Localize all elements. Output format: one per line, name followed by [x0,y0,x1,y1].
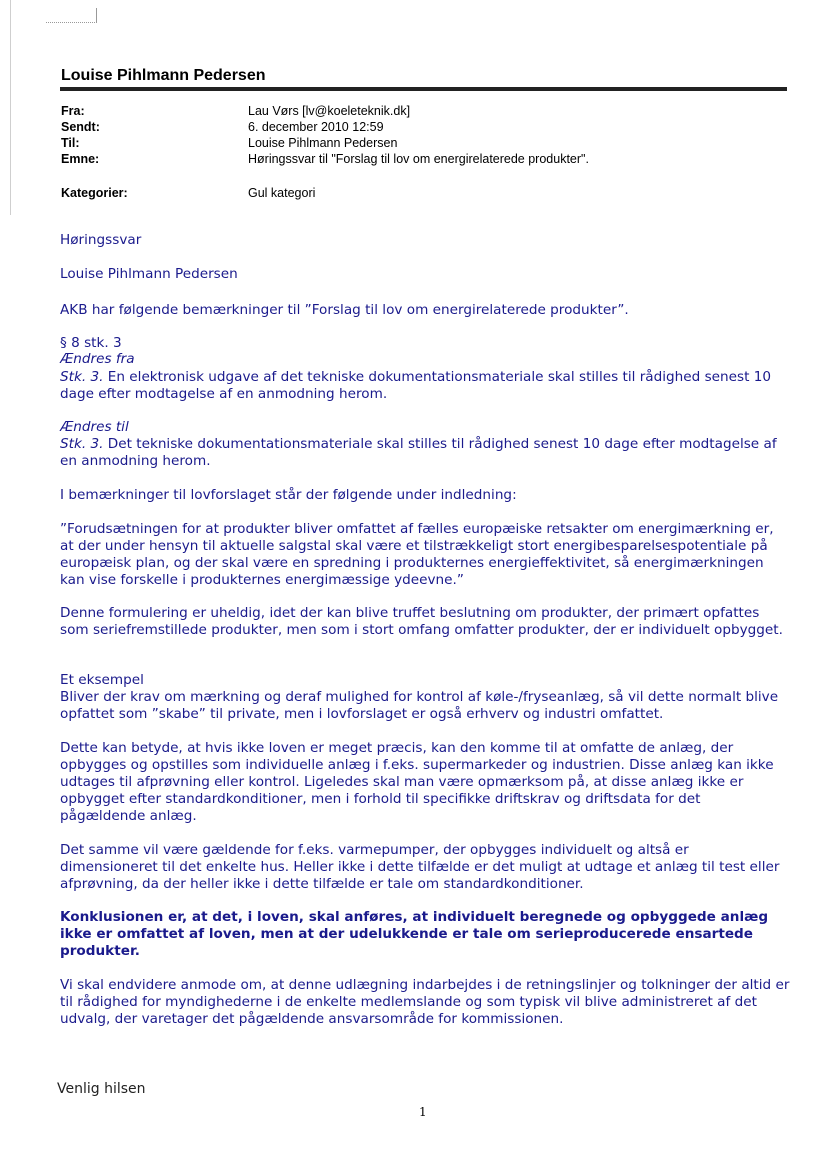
recipient-name: Louise Pihlmann Pedersen [60,266,238,282]
closing-salutation: Venlig hilsen [57,1081,146,1097]
greeting-title: Høringssvar [60,232,142,248]
to-value: Louise Pihlmann Pedersen [248,136,398,150]
subject-label: Emne: [61,152,100,166]
header-divider [60,87,787,91]
change-from-heading: Ændres fra [60,351,135,367]
scan-artifact [46,8,97,23]
page-number: 1 [419,1105,427,1119]
formulation-paragraph: Denne formulering er uheldig, idet der kan blive truffet beslutning om produkter, der primært opfattes som seriefremstillede produkter, men som i stort omfang omfatter produkter, der er individuelt opbygget. [60,605,783,638]
change-from-text [60,369,790,403]
request-paragraph: Vi skal endvidere anmode om, at denne udlægning indarbejdes i de retningslinjer og tolkninger der altid er til rådighed for myndighederne i de enkelte medlemslande og som typisk vil blive administreret af det udvalg, der varetager det pågældende ansvarsområde for kommissionen. [60,977,790,1027]
change-to-body: Det tekniske dokumentationsmateriale skal stilles til rådighed senest 10 dage efter modtagelse af en anmodning herom. [60,436,777,469]
heat-pump-paragraph: Det samme vil være gældende for f.eks. varmepumper, der opbygges individuelt og altså er dimensioneret til det enkelte hus. Heller ikke i dette tilfælde er det muligt at udtage et anlæg til test eller afprøvning, da der heller ikke i dette tilfælde er tale om standardkonditioner. [60,842,780,892]
change-to-text [60,436,790,470]
section-reference: § 8 stk. 3 [60,335,122,351]
conclusion-paragraph: Konklusionen er, at det, i loven, skal anføres, at individuelt beregnede og opbyggede anlæg ikke er omfattet af loven, men at der udelukkende er tale om serieproducerede ensartede produkter. [60,909,769,959]
example-heading: Et eksempel [60,672,144,688]
example-paragraph: Bliver der krav om mærkning og deraf mulighed for kontrol af køle-/fryseanlæg, så vil dette normalt blive opfattet som ”skabe” til private, men i lovforslaget er også erhverv og industri omfattet. [60,689,779,722]
consequence-paragraph: Dette kan betyde, at hvis ikke loven er meget præcis, kan den komme til at omfatte de anlæg, der opbygges og opstilles som individuelle anlæg i f.eks. supermarkeder og industrien. Disse anlæg kan ikke udtages til afprøvning eller kontrol. Ligeledes skal man være opmærksom på, at disse anlæg ikke er opbygget efter standardkonditioner, men i forhold til specifikke driftskrav og driftsdata for det pågældende anlæg. [60,740,774,824]
stk-label: Stk. 3. [60,369,104,385]
change-to-heading: Ændres til [60,419,129,435]
remarks-intro: I bemærkninger til lovforslaget står der følgende under indledning: [60,487,517,503]
subject-value: Høringssvar til "Forslag til lov om energirelaterede produkter". [248,152,589,166]
quoted-passage: ”Forudsætningen for at produkter bliver omfattet af fælles europæiske retsakter om energimærkning er, at der under hensyn til aktuelle salgstal skal være et tilstrækkeligt stort energibesparelsespotentiale på europæisk plan, og der skal være en spredning i produkternes energieffektivitet, så energimærkningen kan vise forskelle i produkternes energimæssige ydeevne.” [60,521,774,588]
category-value: Gul kategori [248,186,316,200]
category-label: Kategorier: [61,186,128,200]
stk-label: Stk. 3. [60,436,104,452]
sent-label: Sendt: [61,120,100,134]
change-from-body: En elektronisk udgave af det tekniske dokumentationsmateriale skal stilles til rådighed senest 10 dage efter modtagelse af en anmodning herom. [60,369,772,402]
to-label: Til: [61,136,80,150]
scan-edge-line [10,0,11,215]
sent-value: 6. december 2010 12:59 [248,120,384,134]
from-value: Lau Vørs [lv@koeleteknik.dk] [248,104,411,118]
sender-name: Louise Pihlmann Pedersen [61,67,266,84]
intro-paragraph: AKB har følgende bemærkninger til ”Forslag til lov om energirelaterede produkter”. [60,302,629,318]
from-label: Fra: [61,104,85,118]
